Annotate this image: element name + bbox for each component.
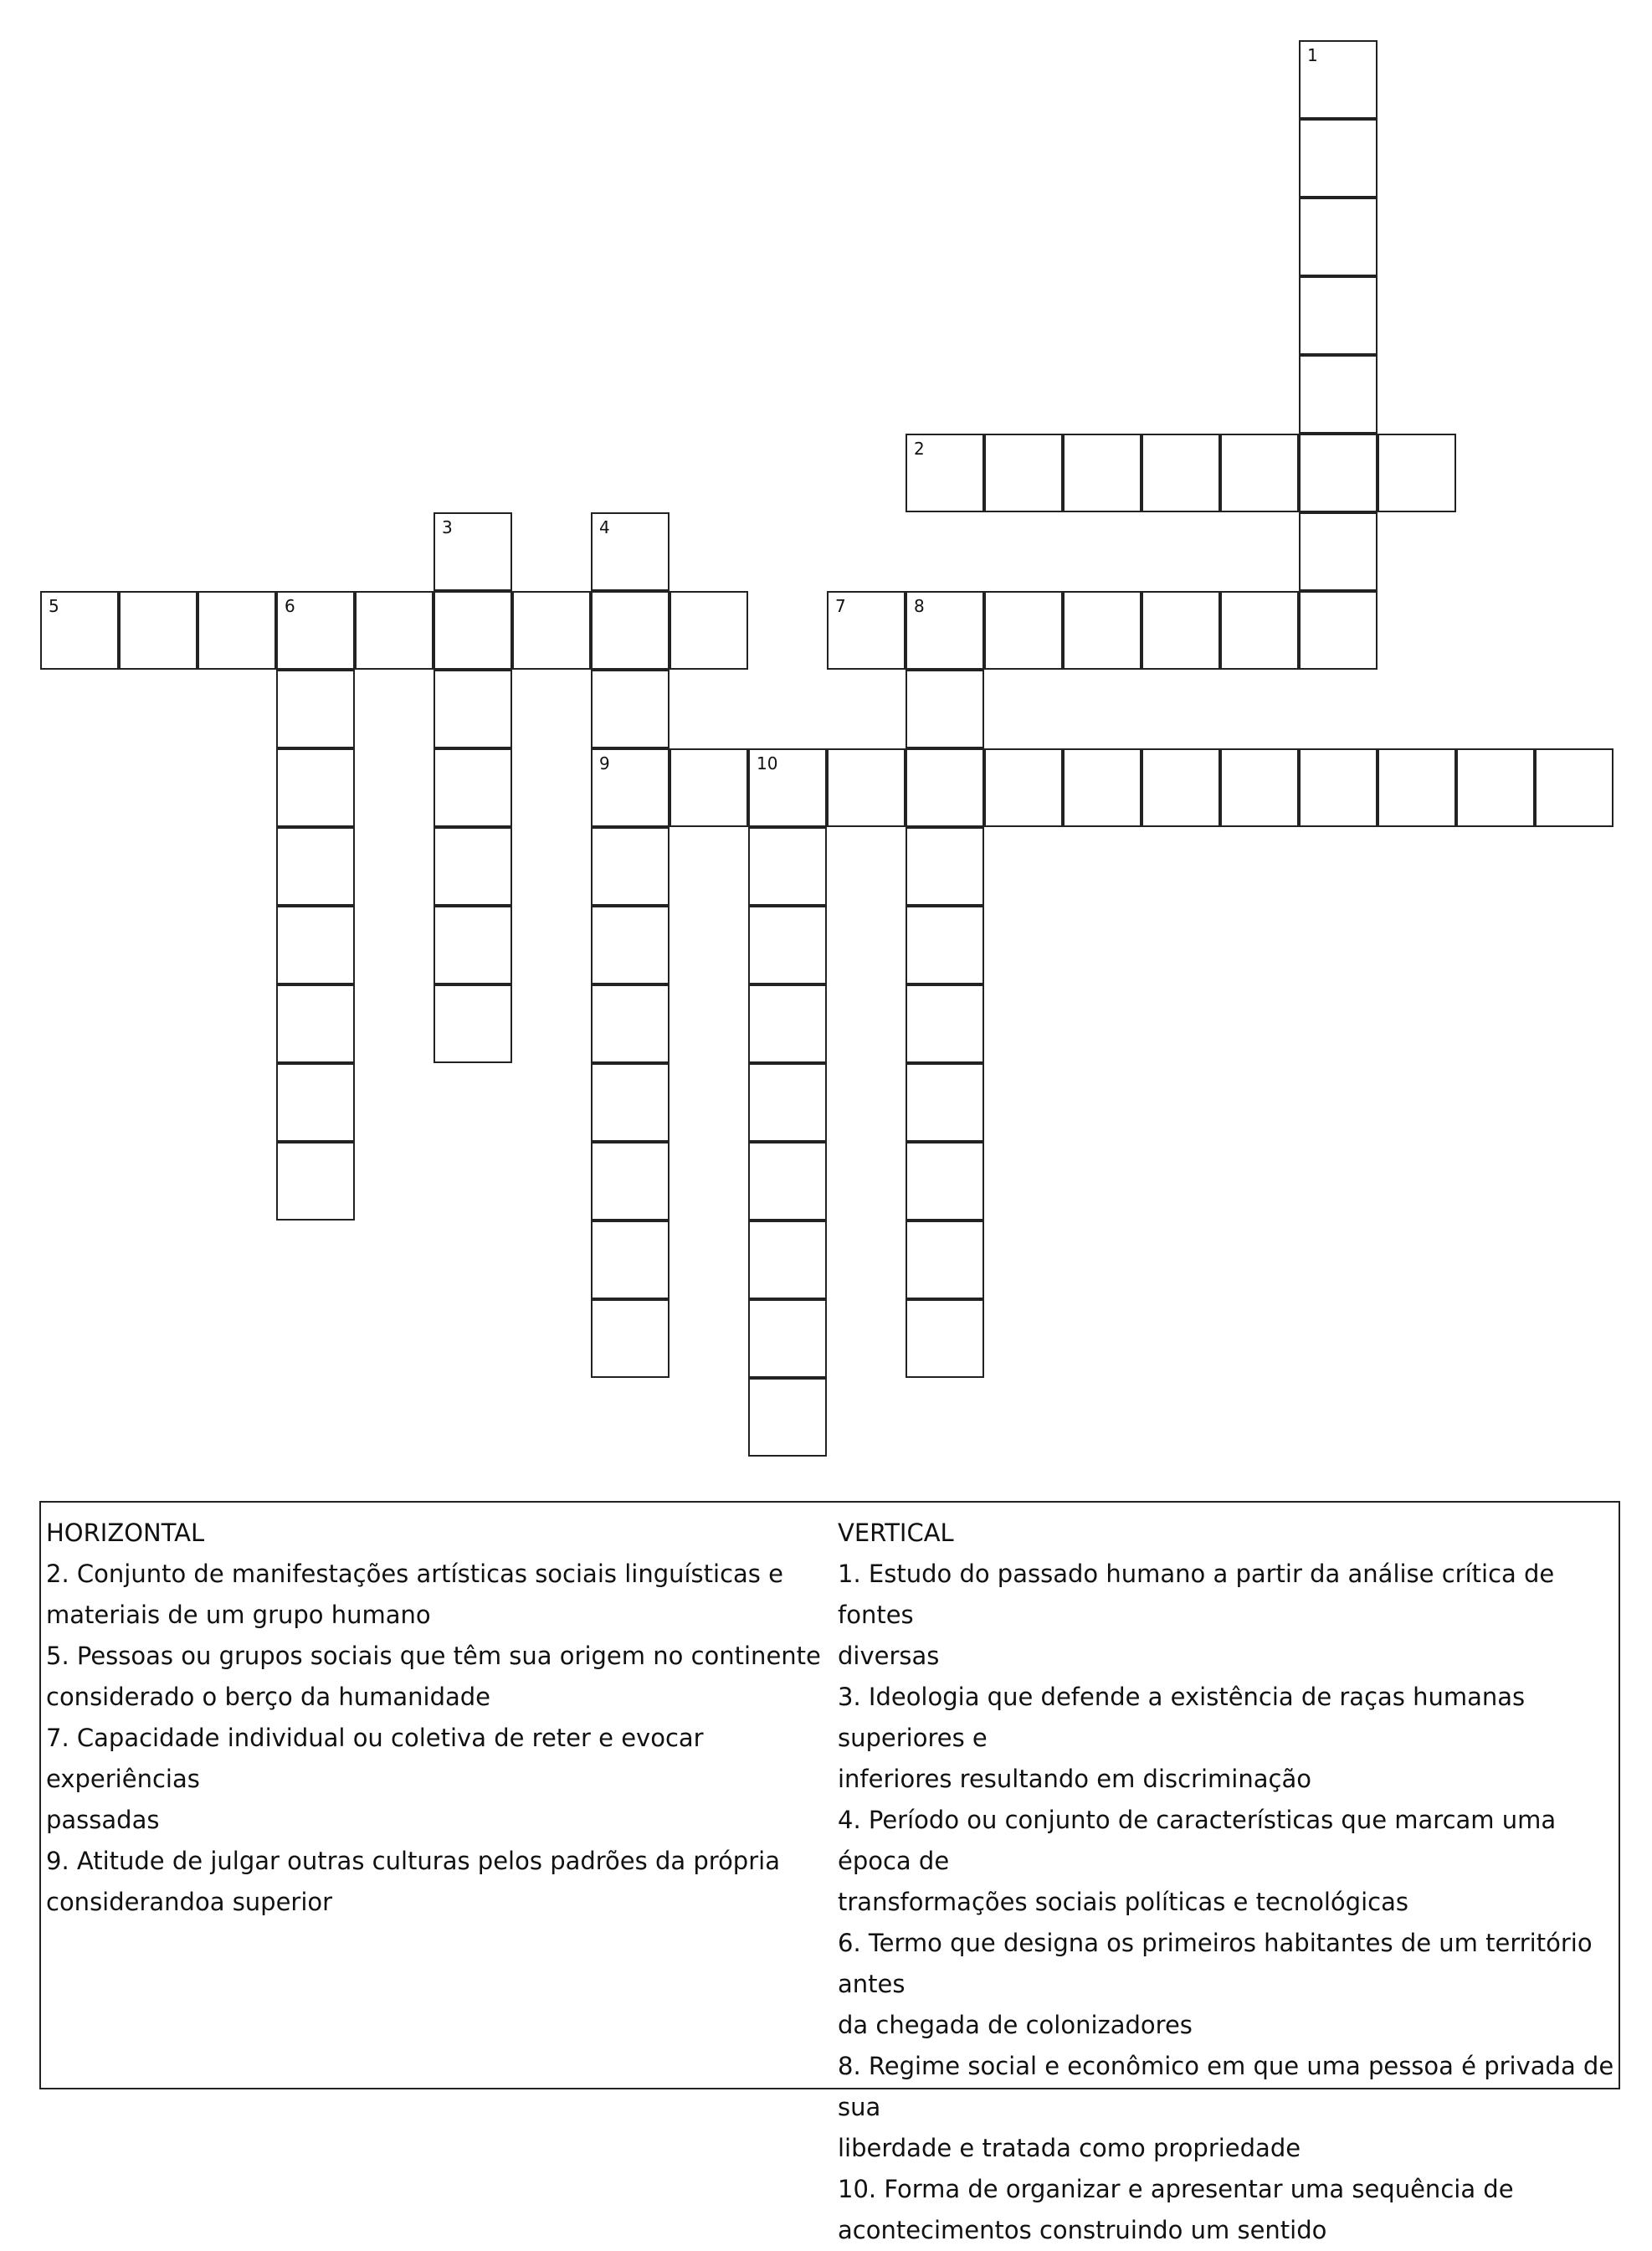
crossword-cell[interactable]	[1142, 591, 1220, 670]
cell-number: 6	[285, 596, 295, 616]
crossword-cell[interactable]	[40, 591, 119, 670]
crossword-cell[interactable]	[1063, 591, 1142, 670]
vertical-clue-line: diversas	[838, 1642, 940, 1670]
crossword-cell[interactable]	[591, 1299, 670, 1378]
crossword-cell[interactable]	[1299, 355, 1378, 434]
cell-number: 9	[599, 753, 610, 773]
vertical-clue-line: acontecimentos construindo um sentido	[838, 2216, 1327, 2244]
crossword-cell[interactable]	[434, 591, 512, 670]
crossword-cell[interactable]	[198, 591, 276, 670]
cell-number: 5	[49, 596, 59, 616]
crossword-cell[interactable]	[670, 591, 748, 670]
crossword-cell[interactable]	[591, 591, 670, 670]
clues-horizontal-list	[46, 1554, 824, 1923]
horizontal-clue-line: considerado o berço da humanidade	[46, 1683, 490, 1711]
crossword-cell[interactable]	[748, 748, 827, 827]
vertical-clue-line: da chegada de colonizadores	[838, 2011, 1193, 2039]
crossword-cell[interactable]	[276, 1142, 355, 1221]
crossword-cell[interactable]	[906, 984, 984, 1063]
crossword-cell[interactable]	[1220, 748, 1299, 827]
clues-vertical	[838, 1513, 1616, 2251]
crossword-cell[interactable]	[748, 984, 827, 1063]
crossword-cell[interactable]	[984, 434, 1063, 512]
crossword-cell[interactable]	[1220, 591, 1299, 670]
crossword-cell[interactable]	[906, 906, 984, 984]
crossword-cell[interactable]	[1378, 748, 1456, 827]
crossword-cell[interactable]	[906, 1221, 984, 1299]
horizontal-clue-line: passadas	[46, 1806, 160, 1834]
crossword-cell[interactable]	[434, 984, 512, 1063]
crossword-cell[interactable]	[906, 434, 984, 512]
crossword-cell[interactable]	[1299, 748, 1378, 827]
crossword-cell[interactable]	[276, 591, 355, 670]
crossword-cell[interactable]	[1142, 434, 1220, 512]
crossword-cell[interactable]	[119, 591, 198, 670]
crossword-cell[interactable]	[906, 670, 984, 748]
crossword-cell[interactable]	[591, 512, 670, 591]
crossword-cell[interactable]	[827, 748, 906, 827]
crossword-cell[interactable]	[434, 512, 512, 591]
vertical-clue-line: 8. Regime social e econômico em que uma pessoa é privada de sua	[838, 2052, 1614, 2121]
clues-box	[39, 1501, 1620, 2244]
crossword-cell[interactable]	[748, 1221, 827, 1299]
crossword-cell[interactable]	[434, 906, 512, 984]
crossword-cell[interactable]	[591, 748, 670, 827]
crossword-cell[interactable]	[748, 1142, 827, 1221]
vertical-clue-line: transformações sociais políticas e tecnológicas	[838, 1888, 1408, 1916]
crossword-cell[interactable]	[512, 591, 591, 670]
crossword-cell[interactable]	[591, 827, 670, 906]
crossword-cell[interactable]	[827, 591, 906, 670]
crossword-cell[interactable]	[276, 827, 355, 906]
horizontal-clue-line: 2. Conjunto de manifestações artísticas sociais linguísticas e	[46, 1560, 783, 1588]
crossword-cell[interactable]	[670, 748, 748, 827]
crossword-cell[interactable]	[591, 984, 670, 1063]
crossword-cell[interactable]	[906, 1299, 984, 1378]
crossword-cell[interactable]	[1299, 40, 1378, 119]
crossword-cell[interactable]	[748, 1063, 827, 1142]
crossword-cell[interactable]	[1299, 198, 1378, 276]
cell-number: 10	[757, 753, 778, 773]
horizontal-clue-line: 7. Capacidade individual ou coletiva de reter e evocar experiências	[46, 1724, 704, 1793]
crossword-cell[interactable]	[591, 670, 670, 748]
horizontal-clue-line: 5. Pessoas ou grupos sociais que têm sua origem no continente	[46, 1642, 821, 1670]
crossword-cell[interactable]	[1299, 434, 1378, 512]
cell-number: 3	[442, 517, 453, 537]
horizontal-clue-line: 9. Atitude de julgar outras culturas pelos padrões da própria	[46, 1847, 780, 1875]
crossword-cell[interactable]	[591, 1142, 670, 1221]
clues-vertical-list	[838, 1554, 1616, 2251]
crossword-cell[interactable]	[1142, 748, 1220, 827]
crossword-cell[interactable]	[591, 1063, 670, 1142]
crossword-cell[interactable]	[434, 670, 512, 748]
cell-number: 2	[914, 439, 925, 459]
crossword-cell[interactable]	[434, 748, 512, 827]
crossword-cell[interactable]	[276, 906, 355, 984]
crossword-cell[interactable]	[276, 984, 355, 1063]
cell-number: 4	[599, 517, 610, 537]
crossword-cell[interactable]	[591, 906, 670, 984]
crossword-cell[interactable]	[906, 748, 984, 827]
crossword-cell[interactable]	[1299, 512, 1378, 591]
crossword-cell[interactable]	[276, 670, 355, 748]
crossword-cell[interactable]	[748, 906, 827, 984]
vertical-clue-line: 10. Forma de organizar e apresentar uma sequência de	[838, 2175, 1514, 2203]
crossword-cell[interactable]	[276, 1063, 355, 1142]
clues-horizontal-heading: HORIZONTAL	[46, 1519, 205, 1547]
crossword-cell[interactable]	[1299, 119, 1378, 198]
cell-number: 1	[1307, 45, 1318, 65]
vertical-clue-line: inferiores resultando em discriminação	[838, 1765, 1311, 1793]
crossword-cell[interactable]	[906, 1142, 984, 1221]
crossword-cell[interactable]	[984, 591, 1063, 670]
crossword-cell[interactable]	[1299, 591, 1378, 670]
crossword-cell[interactable]	[1063, 434, 1142, 512]
vertical-clue-line: liberdade e tratada como propriedade	[838, 2134, 1301, 2162]
crossword-cell[interactable]	[591, 1221, 670, 1299]
crossword-cell[interactable]	[906, 827, 984, 906]
crossword-cell[interactable]	[1535, 748, 1614, 827]
crossword-cell[interactable]	[906, 591, 984, 670]
crossword-cell[interactable]	[748, 1299, 827, 1378]
crossword-cell[interactable]	[1456, 748, 1535, 827]
vertical-clue-line: 1. Estudo do passado humano a partir da análise crítica de fontes	[838, 1560, 1555, 1629]
crossword-cell[interactable]	[1299, 276, 1378, 355]
crossword-cell[interactable]	[1063, 748, 1142, 827]
cell-number: 7	[835, 596, 846, 616]
crossword-cell[interactable]	[1378, 434, 1456, 512]
crossword-cell[interactable]	[1220, 434, 1299, 512]
cell-number: 8	[914, 596, 925, 616]
clues-vertical-heading: VERTICAL	[838, 1519, 954, 1547]
crossword-cell[interactable]	[748, 827, 827, 906]
vertical-clue-line: 4. Período ou conjunto de características que marcam uma época de	[838, 1806, 1557, 1875]
crossword-cell[interactable]	[355, 591, 434, 670]
crossword-cell[interactable]	[434, 827, 512, 906]
crossword-cell[interactable]	[984, 748, 1063, 827]
crossword-cell[interactable]	[906, 1063, 984, 1142]
vertical-clue-line: 3. Ideologia que defende a existência de raças humanas superiores e	[838, 1683, 1526, 1752]
clues-horizontal	[46, 1513, 824, 1923]
crossword-cell[interactable]	[748, 1378, 827, 1457]
vertical-clue-line: 6. Termo que designa os primeiros habitantes de um território antes	[838, 1929, 1593, 1998]
horizontal-clue-line: considerandoa superior	[46, 1888, 333, 1916]
crossword-cell[interactable]	[276, 748, 355, 827]
horizontal-clue-line: materiais de um grupo humano	[46, 1601, 431, 1629]
